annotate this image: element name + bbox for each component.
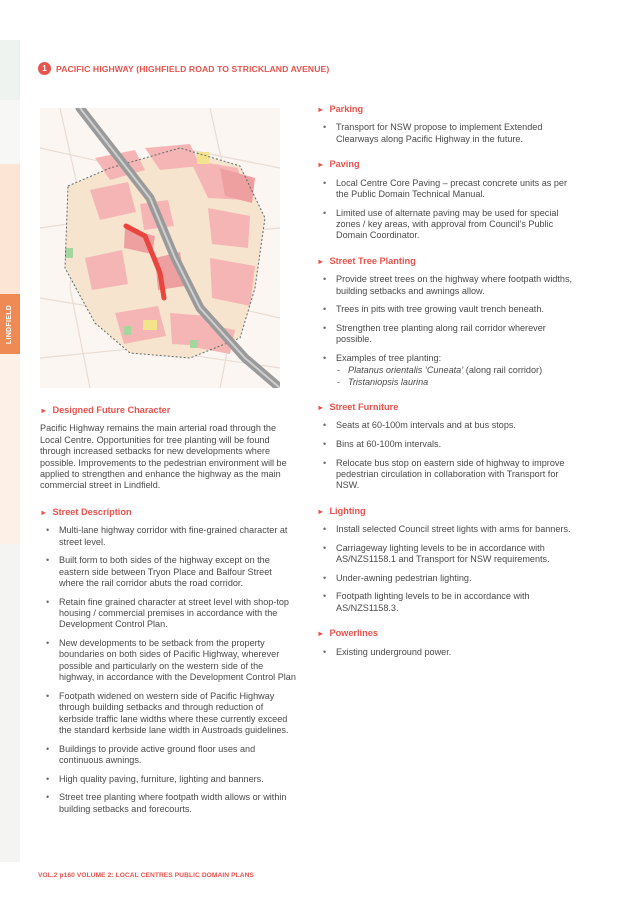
map-green-mark [65,248,73,258]
bullet-list [317,524,579,614]
site-map-drawing [40,108,280,388]
section-heading-text: Street Tree Planting [329,255,416,266]
section-heading-text: Paving [329,159,360,170]
triangle-bullet-icon: ► [40,406,48,415]
map-green-mark [124,326,131,335]
section-heading [40,405,296,416]
species-note: (along rail corridor) [463,365,543,376]
section-heading-text: Lighting [329,505,366,516]
sub-list-item: - Platanus orientalis ‘Cuneata’ (along rail corridor) [337,365,543,376]
list-item: • Strengthen tree planting along rail corridor wherever possible. [317,323,579,346]
list-item: • High quality paving, furniture, lighting and banners. [40,774,296,785]
section-heading [317,402,579,413]
species-name: Tristaniopsis laurina [348,376,429,387]
left-column [40,405,296,829]
bullet-list [317,122,579,145]
section-heading [317,506,579,517]
triangle-bullet-icon: ► [317,256,325,266]
site-map [40,108,280,388]
list-item: • Street tree planting where footpath width allows or within building setbacks and forecourts. [40,792,296,815]
bullet-list [317,420,579,491]
sub-list-item: - Tristaniopsis laurina [337,376,429,387]
list-item: • New developments to be setback from the property boundaries on both sides of Pacific Highway, wherever possible and particularly on the western side of the highway, in accordance with the Development Control Plan [40,638,296,684]
list-item: • Built form to both sides of the highway except on the eastern side between Tryon Place and Balfour Street where the rail corridor abuts the road corridor. [40,555,296,589]
map-yellow-mark [143,320,157,330]
tab-segment [0,164,20,294]
list-item: • Retain fine grained character at street level with shop-top housing / commercial premises in accordance with the Development Control Plan. [40,597,296,631]
list-item: • Relocate bus stop on eastern side of highway to improve pedestrian circulation in collaboration with Transport for NSW. [317,458,579,492]
section-heading [317,256,579,267]
section-heading [317,628,579,639]
list-item: • Under-awning pedestrian lighting. [317,573,579,584]
page-header [38,62,329,75]
tab-lindfield[interactable] [0,294,20,354]
tab-segment [0,100,20,164]
triangle-bullet-icon: ► [40,507,48,517]
list-item: • Transport for NSW propose to implement Extended Clearways along Pacific Highway in the future. [317,122,579,145]
tab-segment [0,354,20,544]
list-item: • Carriageway lighting levels to be in accordance with AS/NZS1158.1 and Transport for NSW requirements. [317,543,579,566]
list-item: • Trees in pits with tree growing vault trench beneath. [317,304,579,315]
triangle-bullet-icon: ► [317,160,325,170]
list-item: • Existing underground power. [317,647,579,658]
section-heading-text: Street Furniture [329,402,399,413]
list-item-text: Examples of tree planting: [336,352,442,363]
bullet-list [317,274,579,388]
bullet-list [40,525,296,815]
list-item [317,353,579,388]
list-item: • Provide street trees on the highway where footpath widths, building setbacks and awnings allow. [317,274,579,297]
triangle-bullet-icon: ► [317,403,325,413]
list-item: • Bins at 60-100m intervals. [317,439,579,450]
species-name: Platanus orientalis ‘Cuneata’ [348,365,464,376]
page-footer: VOL.2 p160 VOLUME 2: LOCAL CENTRES PUBLIC DOMAIN PLANS [38,872,254,879]
tab-segment [0,544,20,862]
sub-list [336,365,579,388]
page-title: PACIFIC HIGHWAY (HIGHFIELD ROAD TO STRICKLAND AVENUE) [56,63,330,74]
triangle-bullet-icon: ► [317,629,325,639]
list-item: • Buildings to provide active ground floor uses and continuous awnings. [40,744,296,767]
section-heading [40,507,296,518]
section-heading [317,159,579,170]
section-heading-text: Street Description [52,506,132,517]
list-item: • Limited use of alternate paving may be used for special zones / key areas, with approval from Council’s Public Domain Coordinator. [317,208,579,242]
triangle-bullet-icon: ► [317,105,325,114]
section-heading [317,104,579,115]
section-tab-strip [0,40,20,862]
section-heading-text: Designed Future Character [52,405,171,415]
list-item: • Multi-lane highway corridor with fine-grained character at street level. [40,525,296,548]
list-item: • Seats at 60-100m intervals and at bus stops. [317,420,579,431]
bullet-list [317,178,579,242]
section-heading-text: Powerlines [329,628,378,639]
right-column [317,104,579,672]
list-item: • Install selected Council street lights with arms for banners. [317,524,579,535]
tab-label: LINDFIELD [6,304,14,344]
tab-segment [0,40,20,100]
map-green-mark [190,340,198,348]
bullet-list [317,647,579,658]
list-item: • Footpath lighting levels to be in accordance with AS/NZS1158.3. [317,591,579,614]
map-yellow-mark [197,152,209,164]
triangle-bullet-icon: ► [317,506,325,516]
list-item: • Footpath widened on western side of Pacific Highway through building setbacks and through reduction of kerbside traffic lane widths where these currently exceed the standard kerbside lane width in Austroads guidelines. [40,691,296,737]
section-number-badge: 1 [38,62,51,75]
section-heading-text: Parking [329,104,364,114]
list-item: • Local Centre Core Paving – precast concrete units as per the Public Domain Technical Manual. [317,178,579,201]
paragraph: Pacific Highway remains the main arterial road through the Local Centre. Opportunities for tree planting will be found through increased setbacks for new developments where possible. Improvements to the pedestrian environment will be applied to strengthen and enhance the highway as the main commercial street in Lindfield. [40,423,287,491]
